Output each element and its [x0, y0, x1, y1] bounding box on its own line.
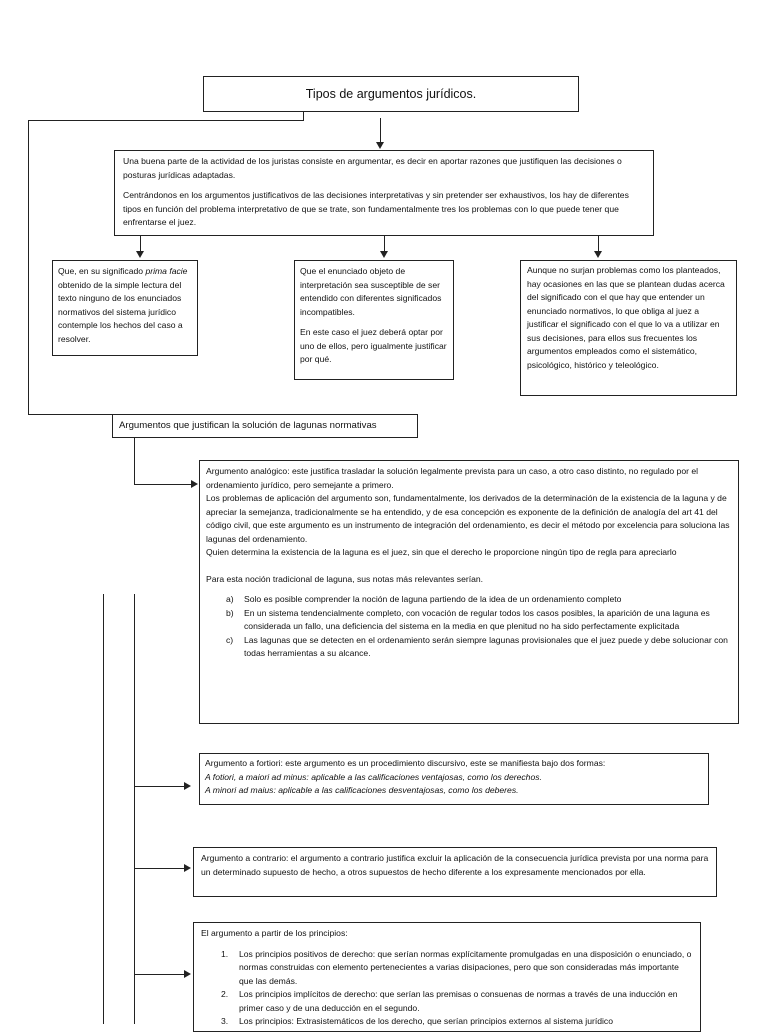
- list-item-text: Los principios implícitos de derecho: que serían las premisas o consuenas de normas a través de una inducción en primer caso y de una deducción en el segundo.: [239, 989, 678, 1013]
- arrow-intro-case3-line: [598, 236, 599, 251]
- principios-list-item: [201, 1015, 693, 1029]
- diagram-title: Tipos de argumentos jurídicos.: [203, 76, 579, 112]
- arrow-principios-line: [134, 974, 184, 975]
- arrow-fortiori-line: [134, 786, 184, 787]
- case-1-text-italic: prima facie: [145, 266, 188, 276]
- analogico-paragraph-1: Argumento analógico: este justifica trasladar la solución legalmente prevista para un caso, a otro caso distinto, no regulado por el ordenamiento jurídico, pero semejante a primero.: [206, 466, 699, 490]
- arrow-intro-case3-head: [594, 251, 602, 258]
- lagunas-trunk-2: [134, 594, 135, 1024]
- case-2-box: [294, 260, 454, 380]
- analogico-box: [199, 460, 739, 724]
- lagunas-heading: Argumentos que justifican la solución de lagunas normativas: [112, 414, 418, 438]
- lagunas-trunk-3: [103, 594, 104, 1024]
- arrow-intro-case2-line: [384, 236, 385, 251]
- analogico-paragraph-2: Los problemas de aplicación del argumento son, fundamentalmente, los derivados de la determinación de la existencia de la laguna y de apreciar la semejanza, tradicionalmente se ha entendido, y de esa concepción es exponente de la definición de analogía del art 41 del código civil, que este argumento es un instrumento de integración del ordenamiento, es decir el método por excelencia para soluciona las lagunas del ordenamiento.: [206, 493, 730, 544]
- list-item-text: En un sistema tendencialmente completo, con vocación de regular todos los casos posibles, la aparición de una laguna es considerada un fallo, una deficiencia del sistema en la media en que plenitud no ha sido perfectamente explicitada: [244, 607, 710, 631]
- arrow-title-to-intro-head: [376, 142, 384, 149]
- contrario-text: Argumento a contrario: el argumento a contrario justifica excluir la aplicación de la consecuencia jurídica prevista por una norma para un determinado supuesto de hecho, a otros supuestos de hecho diferente a los expresamente mencionados por ella.: [201, 853, 709, 877]
- analogico-paragraph-3: Quien determina la existencia de la laguna es el juez, sin que el derecho le proporcione ningún tipo de regla para apreciarlo: [206, 547, 677, 557]
- list-item-text: Los principios positivos de derecho: que serían normas explícitamente promulgadas en una disposición o enunciado, o normas construidas con elemento pertenecientes a varias disipaciones, pero que son consideradas más importante que las demás.: [239, 948, 692, 986]
- arrow-analogico-head: [191, 480, 198, 488]
- principios-list-item: [201, 948, 693, 989]
- lagunas-trunk-1: [134, 438, 135, 484]
- principios-title: El argumento a partir de los principios:: [201, 928, 348, 938]
- list-item-text: Los principios: Extrasistemáticos de los derecho, que serían principios externos al sistema jurídico: [239, 1016, 614, 1026]
- arrow-fortiori-head: [184, 782, 191, 790]
- list-marker: 2.: [221, 989, 229, 999]
- analogico-list: [206, 593, 732, 661]
- principios-list: [201, 948, 693, 1029]
- fortiori-paragraph-2: A fotiori, a maiori ad minus: aplicable a las calificaciones ventajosas, como los derechos.: [205, 771, 542, 782]
- list-marker: b): [226, 607, 234, 618]
- case-2-paragraph-2: En este caso el juez deberá optar por uno de ellos, pero igualmente justificar por qué.: [300, 327, 447, 364]
- analogico-list-item: [206, 607, 732, 634]
- fortiori-box: [199, 753, 709, 805]
- arrow-contrario-line: [134, 868, 184, 869]
- list-marker: 3.: [221, 1016, 229, 1026]
- list-item-text: Solo es posible comprender la noción de laguna partiendo de la idea de un ordenamiento completo: [244, 594, 622, 604]
- arrow-analogico-line: [134, 484, 191, 485]
- list-marker: 1.: [221, 948, 229, 959]
- intro-paragraph-1: Una buena parte de la actividad de los juristas consiste en argumentar, es decir en aportar razones que justifiquen las decisiones o posturas jurídicas adaptadas.: [123, 156, 622, 180]
- arrow-intro-case1-head: [136, 251, 144, 258]
- analogico-list-item: [206, 593, 732, 607]
- arrow-intro-case2-head: [380, 251, 388, 258]
- contrario-box: [193, 847, 717, 897]
- connector-left-horizontal: [28, 120, 304, 121]
- arrow-principios-head: [184, 970, 191, 978]
- intro-box: [114, 150, 654, 236]
- analogico-list-item: [206, 634, 732, 661]
- case-3-box: [520, 260, 737, 396]
- list-marker: c): [226, 634, 234, 645]
- connector-left-vertical: [28, 120, 29, 414]
- intro-paragraph-2: Centrándonos en los argumentos justificativos de las decisiones interpretativas y sin pretender ser exhaustivos, los hay de diferentes tipos en función del problema interpretativo de que se trate, son fundamentalmente tres los problemas con lo que puede tener que enfrentarse el juez.: [123, 190, 629, 227]
- case-1-text-after: obtenido de la simple lectura del texto ninguno de los enunciados normativos del sistema jurídico contemple los hechos del caso a resolver.: [58, 279, 183, 344]
- arrow-intro-case1-line: [140, 236, 141, 251]
- connector-to-lagunas: [28, 414, 112, 415]
- case-1-text-before: Que, en su significado: [58, 266, 146, 276]
- principios-box: [193, 922, 701, 1032]
- case-1-box: [52, 260, 198, 356]
- list-marker: a): [226, 594, 234, 604]
- list-item-text: Las lagunas que se detecten en el ordenamiento serán siempre lagunas provisionales que el juez puede y debe solucionar con todas herramientas a su alcance.: [244, 634, 728, 658]
- arrow-title-to-intro-line: [380, 118, 381, 142]
- analogico-paragraph-4: Para esta noción tradicional de laguna, sus notas más relevantes serían.: [206, 573, 484, 584]
- connector-title-down: [303, 112, 304, 120]
- fortiori-paragraph-1: Argumento a fortiori: este argumento es un procedimiento discursivo, este se manifiesta bajo dos formas:: [205, 758, 606, 768]
- fortiori-paragraph-3: A minori ad maius: aplicable a las calificaciones desventajosas, como los deberes.: [205, 785, 519, 795]
- case-3-text: Aunque no surjan problemas como los planteados, hay ocasiones en las que se plantean dudas acerca del significado con el que hay que entender un enunciado normativos, lo que obliga al juez a justificar el significado con el que lo va a utilizar en sus decisiones, para ellos sus frecuentes los argumentos empleados como el sistemático, psicológico, histórico y teleológico.: [527, 265, 725, 370]
- arrow-contrario-head: [184, 864, 191, 872]
- case-2-paragraph-1: Que el enunciado objeto de interpretación sea susceptible de ser entendido con diferentes significados incompatibles.: [300, 266, 442, 317]
- principios-list-item: [201, 988, 693, 1015]
